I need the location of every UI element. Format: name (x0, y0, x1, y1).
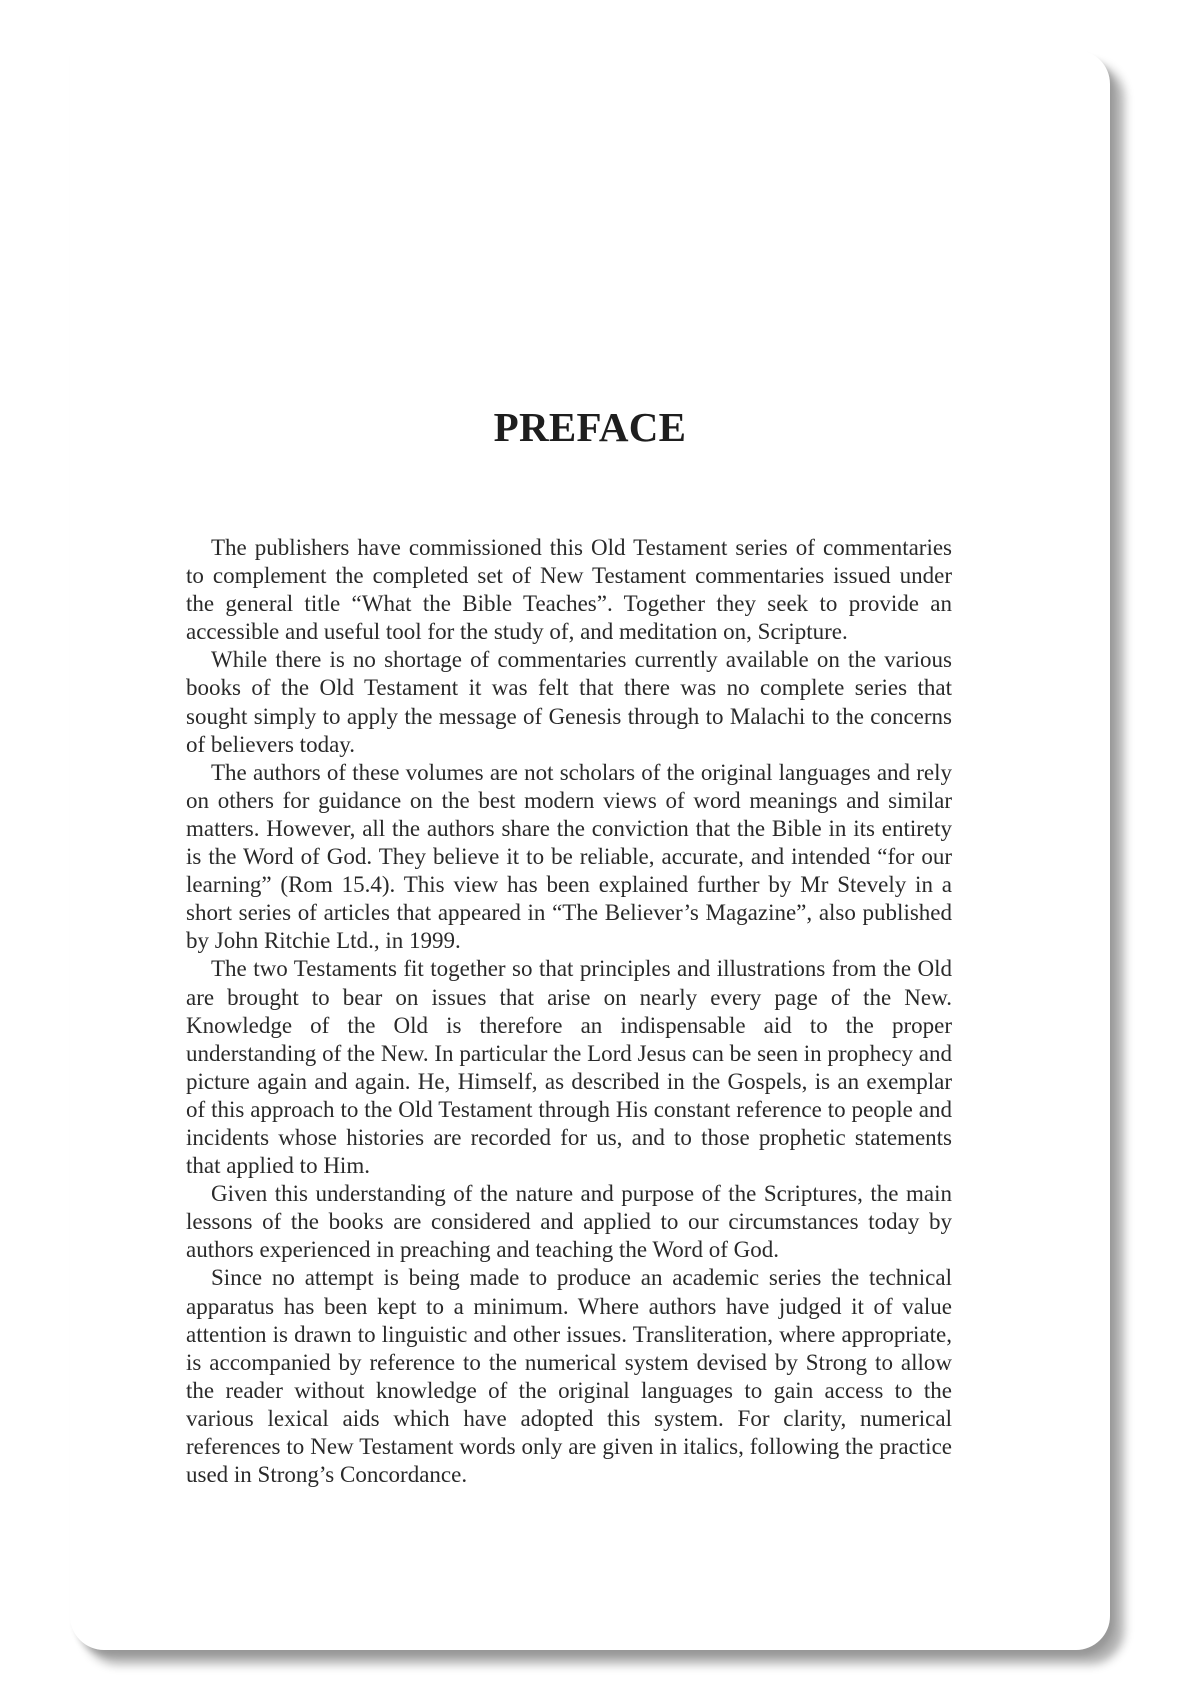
paragraph: Given this understanding of the nature and purpose of the Scriptures, the main lessons of the books are considered and applied to our circumstances today by authors experienced in preaching and teaching the Word of God. (186, 1181, 952, 1263)
paragraph: The two Testaments fit together so that principles and illustrations from the Old are brought to bear on issues that arise on nearly every page of the New. Knowledge of the Old is therefore an indispensable aid to the proper understanding of the New. In particular the Lord Jesus can be seen in prophecy and picture again and again. He, Himself, as described in the Gospels, is an exemplar of this approach to the Old Testament through His constant reference to people and incidents whose histories are recorded for us, and to those prophetic statements that applied to Him. (186, 956, 952, 1179)
document-page (70, 50, 1110, 1650)
paragraph: The authors of these volumes are not scholars of the original languages and rely on others for guidance on the best modern views of word meanings and similar matters. However, all the authors share the conviction that the Bible in its entirety is the Word of God. They believe it to be reliable, accurate, and intended “for our learning” (Rom 15.4). This view has been explained further by Mr Stevely in a short series of articles that appeared in “The Believer’s Magazine”, also published by John Ritchie Ltd., in 1999. (186, 759, 952, 954)
paragraph: Since no attempt is being made to produce an academic series the technical apparatus has been kept to a minimum. Where authors have judged it of value attention is drawn to linguistic and other issues. Transliteration, where appropriate, is accompanied by reference to the numerical system devised by Strong to allow the reader without knowledge of the original languages to gain access to the various lexical aids which have adopted this system. For clarity, numerical references to New Testament words only are given in italics, following the practice used in Strong’s Concordance. (186, 1265, 952, 1488)
preface-body (186, 534, 952, 1489)
page-title: PREFACE (493, 404, 687, 450)
paragraph: While there is no shortage of commentaries currently available on the various books of the Old Testament it was felt that there was no complete series that sought simply to apply the message of Genesis through to Malachi to the concerns of believers today. (186, 647, 952, 757)
paragraph: The publishers have commissioned this Old Testament series of commentaries to complement the completed set of New Testament commentaries issued under the general title “What the Bible Teaches”. Together they seek to provide an accessible and useful tool for the study of, and meditation on, Scripture. (186, 535, 952, 645)
